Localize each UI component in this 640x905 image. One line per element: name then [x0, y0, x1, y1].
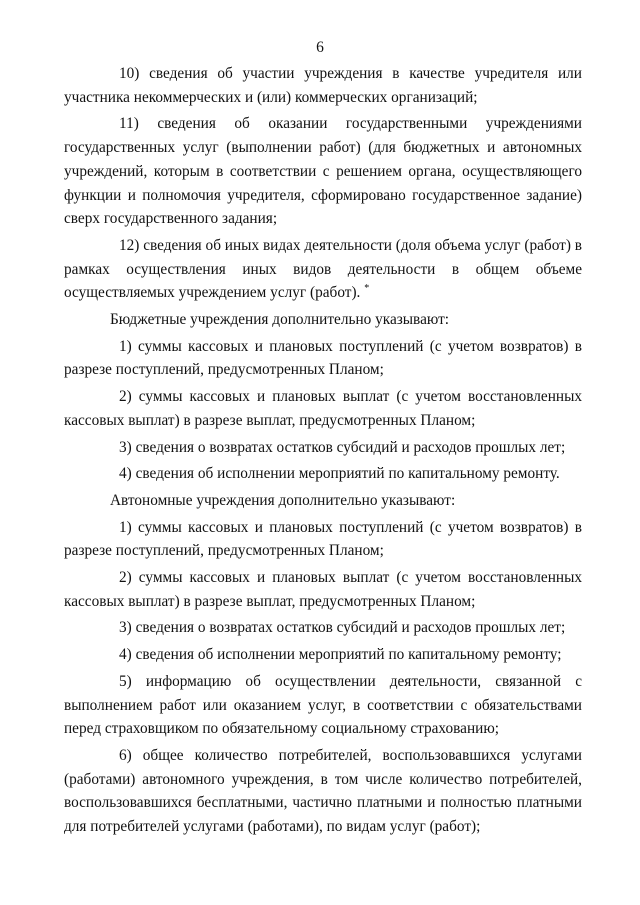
list-item-text: 10) сведения об участии учреждения в качестве учредителя или участника некоммерческих и (или) коммерческих организаций; [64, 65, 582, 106]
list-item-12 [64, 234, 582, 305]
budget-section-intro: Бюджетные учреждения дополнительно указывают: [110, 311, 450, 329]
list-item-10 [64, 62, 582, 109]
list-item-text: 12) сведения об иных видах деятельности (доля объема услуг (работ) в рамках осуществления иных видов деятельности в общем объеме осуществляемых учреждением услуг (работ). [64, 236, 582, 302]
autonomous-item-6: 6) общее количество потребителей, воспользовавшихся услугами (работами) автономного учреждения, в том числе количество потребителей, воспользовавшихся бесплатными, частично платными и полностью платными для потребителей услугами (работами), по видам услуг (работ); [64, 746, 582, 836]
autonomous-item-4: 4) сведения об исполнении мероприятий по капитальному ремонту; [119, 646, 562, 664]
autonomous-item-3: 3) сведения о возвратах остатков субсидий и расходов прошлых лет; [119, 619, 566, 637]
budget-item-1: 1) суммы кассовых и плановых поступлений (с учетом возвратов) в разрезе поступлений, предусмотренных Планом; [64, 337, 582, 379]
autonomous-item-5: 5) информацию об осуществлении деятельности, связанной с выполнением работ или оказанием услуг, в соответствии с обязательствами перед страховщиком по обязательному социальному страхованию; [64, 672, 582, 738]
footnote-marker: * [364, 283, 370, 295]
autonomous-item-1: 1) суммы кассовых и плановых поступлений (с учетом возвратов) в разрезе поступлений, предусмотренных Планом; [64, 518, 582, 560]
list-item-text: 11) сведения об оказании государственными учреждениями государственных услуг (выполнении работ) (для бюджетных и автономных учреждений, которым в соответствии с решением органа, осуществляющего функции и полномочия учредителя, сформировано государственное задание) сверх государственного задания; [64, 115, 582, 228]
document-body [64, 62, 582, 842]
autonomous-item-2: 2) суммы кассовых и плановых выплат (с учетом восстановленных кассовых выплат) в разрезе выплат, предусмотренных Планом; [64, 569, 582, 610]
budget-item-3: 3) сведения о возвратах остатков субсидий и расходов прошлых лет; [119, 438, 566, 456]
budget-item-2: 2) суммы кассовых и плановых выплат (с учетом восстановленных кассовых выплат) в разрезе выплат, предусмотренных Планом; [64, 388, 582, 429]
page-number: 6 [316, 39, 324, 56]
budget-item-4: 4) сведения об исполнении мероприятий по капитальному ремонту. [119, 465, 560, 483]
autonomous-section-intro: Автономные учреждения дополнительно указывают: [110, 491, 456, 509]
list-item-11 [64, 112, 582, 231]
